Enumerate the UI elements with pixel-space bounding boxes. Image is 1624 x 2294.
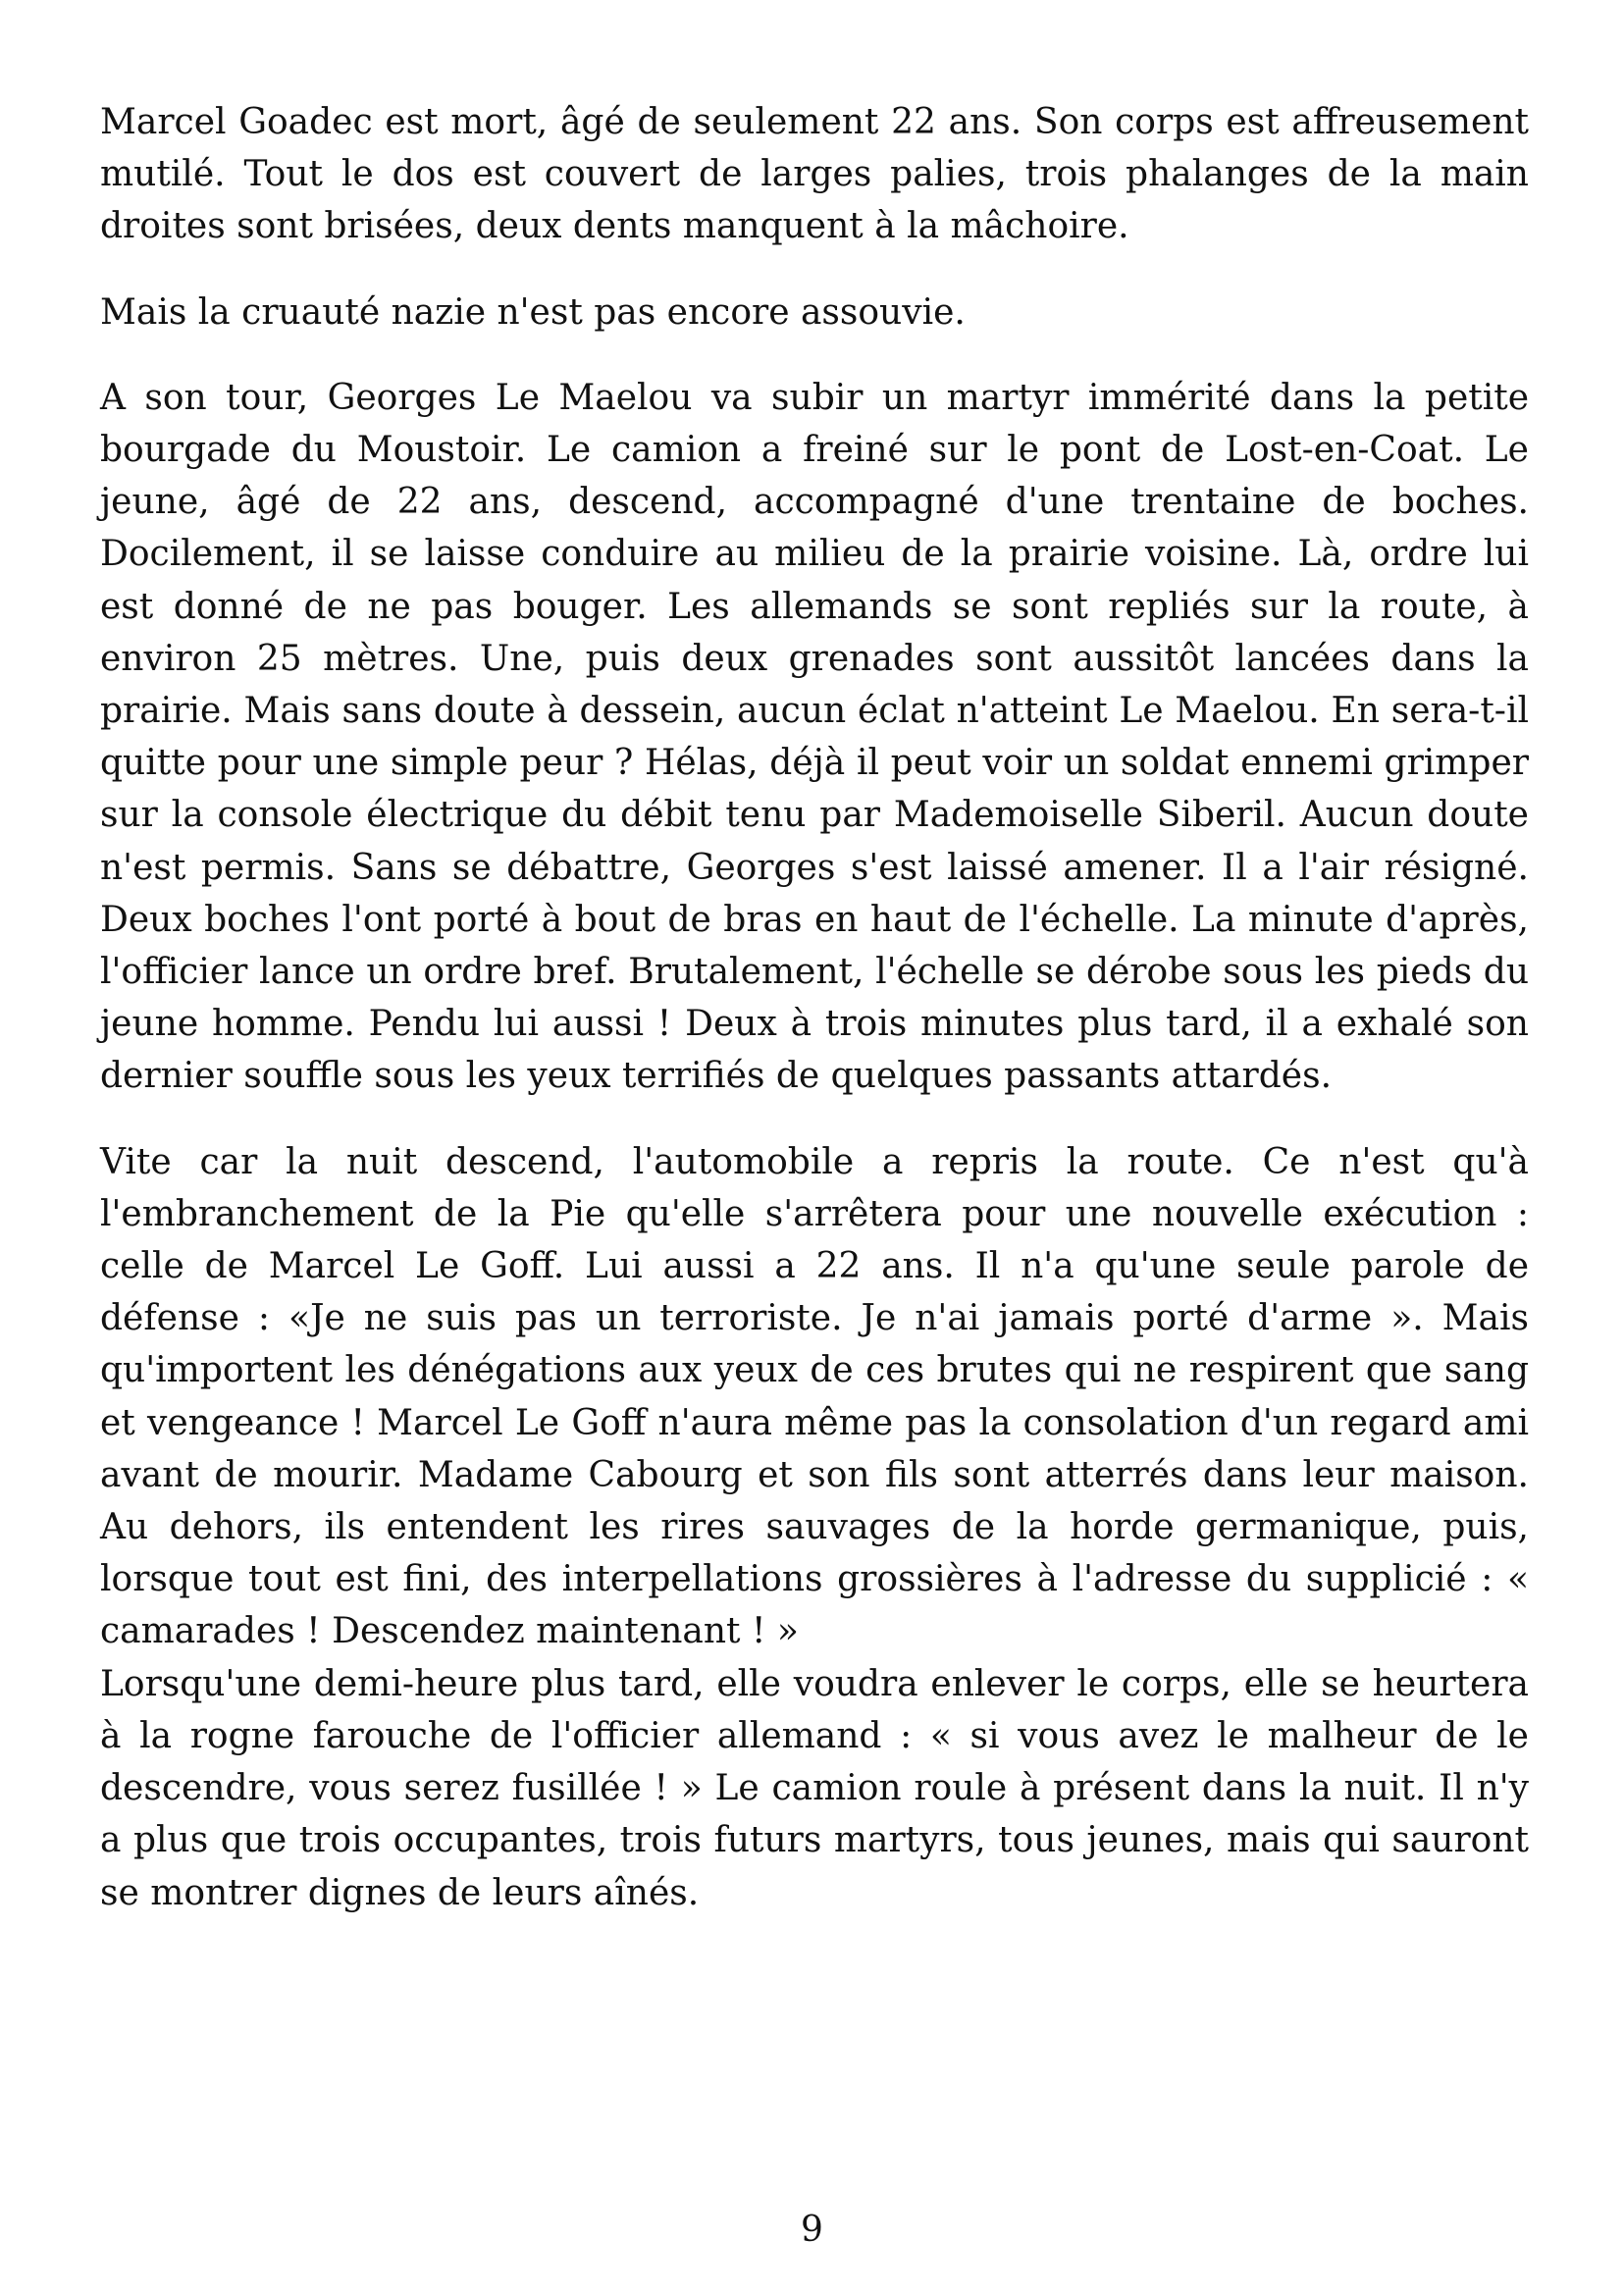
paragraph-1: Marcel Goadec est mort, âgé de seulement 22 ans. Son corps est affreusement mutilé. Tout le dos est couvert de larges palies, trois phalanges de la main droites sont brisées, deux dents manquent à la mâchoire. xyxy=(100,102,1529,247)
page-number: 9 xyxy=(801,2210,823,2250)
paragraph-4: Vite car la nuit descend, l'automobile a repris la route. Ce n'est qu'à l'embranchement de la Pie qu'elle s'arrêtera pour une nouvelle exécution : celle de Marcel Le Goff. Lui aussi a 22 ans. Il n'a qu'une seule parole de défense : «Je ne suis pas un terroriste. Je n'ai jamais porté d'arme ». Mais qu'importent les dénégations aux yeux de ces brutes qui ne respirent que sang et vengeance ! Marcel Le Goff n'aura même pas la consolation d'un regard ami avant de mourir. Madame Cabourg et son fils sont atterrés dans leur maison. Au dehors, ils entendent les rires sauvages de la horde germanique, puis, lorsque tout est fini, des interpellations grossières à l'adresse du supplicié : « camarades ! Descendez maintenant ! » xyxy=(100,1141,1529,1652)
paragraph-5: Lorsqu'une demi-heure plus tard, elle voudra enlever le corps, elle se heurtera à la rogne farouche de l'officier allemand : « si vous avez le malheur de le descendre, vous serez fusillée ! » Le camion roule à présent dans la nuit. Il n'y a plus que trois occupantes, trois futurs martyrs, tous jeunes, mais qui sauront se montrer dignes de leurs aînés. xyxy=(100,1663,1529,1913)
paragraph-3: A son tour, Georges Le Maelou va subir un martyr immérité dans la petite bourgade du Moustoir. Le camion a freiné sur le pont de Lost-en-Coat. Le jeune, âgé de 22 ans, descend, accompagné d'une trentaine de boches. Docilement, il se laisse conduire au milieu de la prairie voisine. Là, ordre lui est donné de ne pas bouger. Les allemands se sont repliés sur la route, à environ 25 mètres. Une, puis deux grenades sont aussitôt lancées dans la prairie. Mais sans doute à dessein, aucun éclat n'atteint Le Maelou. En sera-t-il quitte pour une simple peur ? Hélas, déjà il peut voir un soldat ennemi grimper sur la console électrique du débit tenu par Mademoiselle Siberil. Aucun doute n'est permis. Sans se débattre, Georges s'est laissé amener. Il a l'air résigné. Deux boches l'ont porté à bout de bras en haut de l'échelle. La minute d'après, l'officier lance un ordre bref. Brutalement, l'échelle se dérobe sous les pieds du jeune homme. Pendu lui aussi ! Deux à trois minutes plus tard, il a exhalé son dernier souffle sous les yeux terrifiés de quelques passants attardés. xyxy=(100,377,1529,1097)
paragraph-2: Mais la cruauté nazie n'est pas encore assouvie. xyxy=(100,291,966,333)
body-text xyxy=(100,96,1529,1953)
